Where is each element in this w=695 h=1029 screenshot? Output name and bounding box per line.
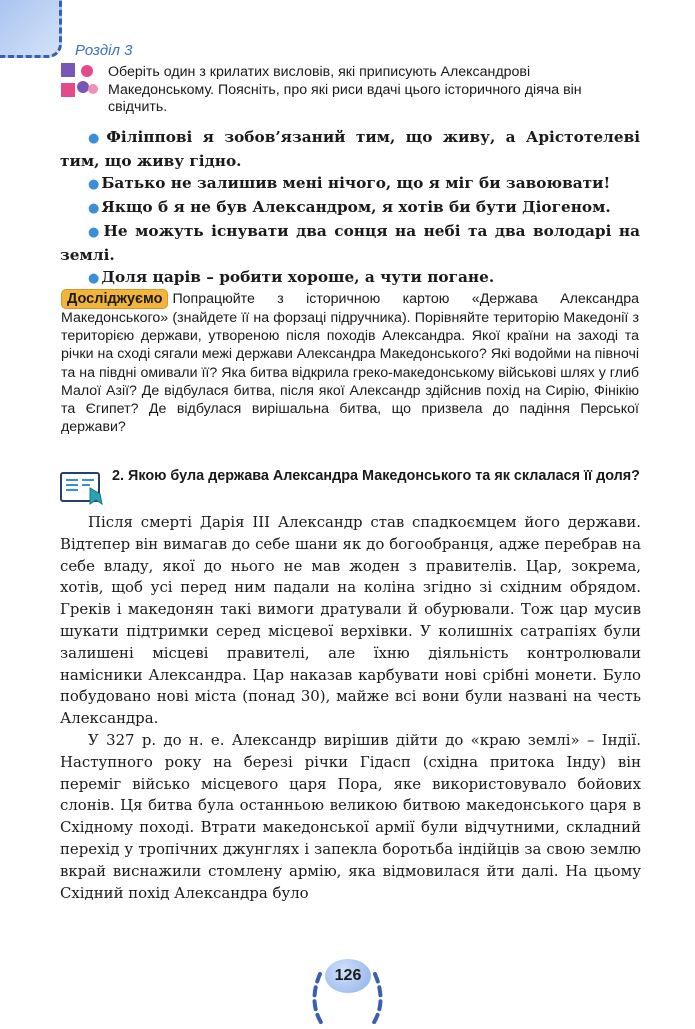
quote-item: ● Батько не залишив мені нічого, що я міг би завоювати!: [88, 174, 611, 192]
corner-decoration: [0, 0, 62, 58]
quote-item: ● Філіппові я зобов’язаний тим, що живу, а Арістотелеві тим, що живу гідно.: [60, 128, 641, 170]
research-text: Попрацюйте з історичною картою «Держава Александра Македонського» (знайдете її на форзаці підручника). Порівняйте територію Македонії з територією держави, утвореною після походів Александра. Якої країни на заході та річки на сході сягали межі держави Александра Македонського? Які водойми на півночі та на півдні омивали її? Яка битва відкрила греко-македонському військові шлях у глиб Малої Азії? Де відбулася битва, після якої Александр здійснив похід на Сирію, Фінікію та Єгипет? Де відбулася вирішальна битва, що призвела до падіння Перської держави?: [61, 291, 639, 436]
bullet-icon: ●: [88, 201, 100, 216]
body-text: [60, 512, 641, 904]
quotes-list: [60, 126, 640, 290]
paragraph: Після смерті Дарія III Александр став спадкоємцем його держави. Відтепер він вимагав до себе шани як до богообранця, адже перебрав на себе владу, якої до нього не мав жоден з правителів. Цар, зокрема, хотів, щоб усі перед ним падали на коліна згідно зі східним обрядом. Греків і македонян такі вимоги дратували й обурювали. Тож цар мусив шукати підтримки серед місцевої верхівки. У колишніх сатрапіях були залишені місцеві правителі, але їхню діяльність контролювали намісники Александра. Цар наказав карбувати нові срібні монети. Було побудовано нові міста (понад 30), майже всі вони були названі на честь Александра.: [60, 513, 641, 728]
task-text: Оберіть один з крилатих висловів, які приписують Александрові Македонському. Поясніть, про які риси вдачі цього історичного діяча він свідчить.: [108, 64, 582, 115]
bullet-icon: ●: [88, 177, 100, 192]
research-badge: Досліджуємо: [61, 289, 168, 309]
research-block: [61, 289, 639, 436]
quote-item: ● Якщо б я не був Александром, я хотів би бути Діогеном.: [88, 198, 611, 216]
bullet-icon: ●: [88, 131, 105, 146]
section-heading: 2. Якою була держава Александра Македонського та як склалася її доля?: [112, 468, 640, 484]
bullet-icon: ●: [88, 271, 100, 286]
page-number: 126: [325, 959, 371, 993]
section-label: Розділ 3: [75, 42, 133, 59]
book-pointer-icon: [60, 470, 104, 506]
bullet-icon: ●: [88, 225, 102, 240]
people-group-icon: [61, 63, 99, 99]
paragraph: У 327 р. до н. е. Александр вирішив дійти до «краю землі» – Індії. Наступного року на березі річки Гідасп (східна притока Інду) він переміг військо місцевого царя Пора, яке використовувало бойових слонів. Ця битва була останньою великою битвою македонського царя в Східному поході. Втрати македонської армії були відчутними, складний перехід у тропічних джунглях і запекла боротьба індійців за свою землю вкрай виснажили стомлену армію, яка відмовилася йти далі. На цьому Східний похід Александра було: [60, 730, 641, 902]
quote-item: ● Доля царів – робити хороше, а чути погане.: [88, 268, 495, 286]
quote-item: ● Не можуть існувати два сонця на небі та два володарі на землі.: [60, 222, 640, 264]
